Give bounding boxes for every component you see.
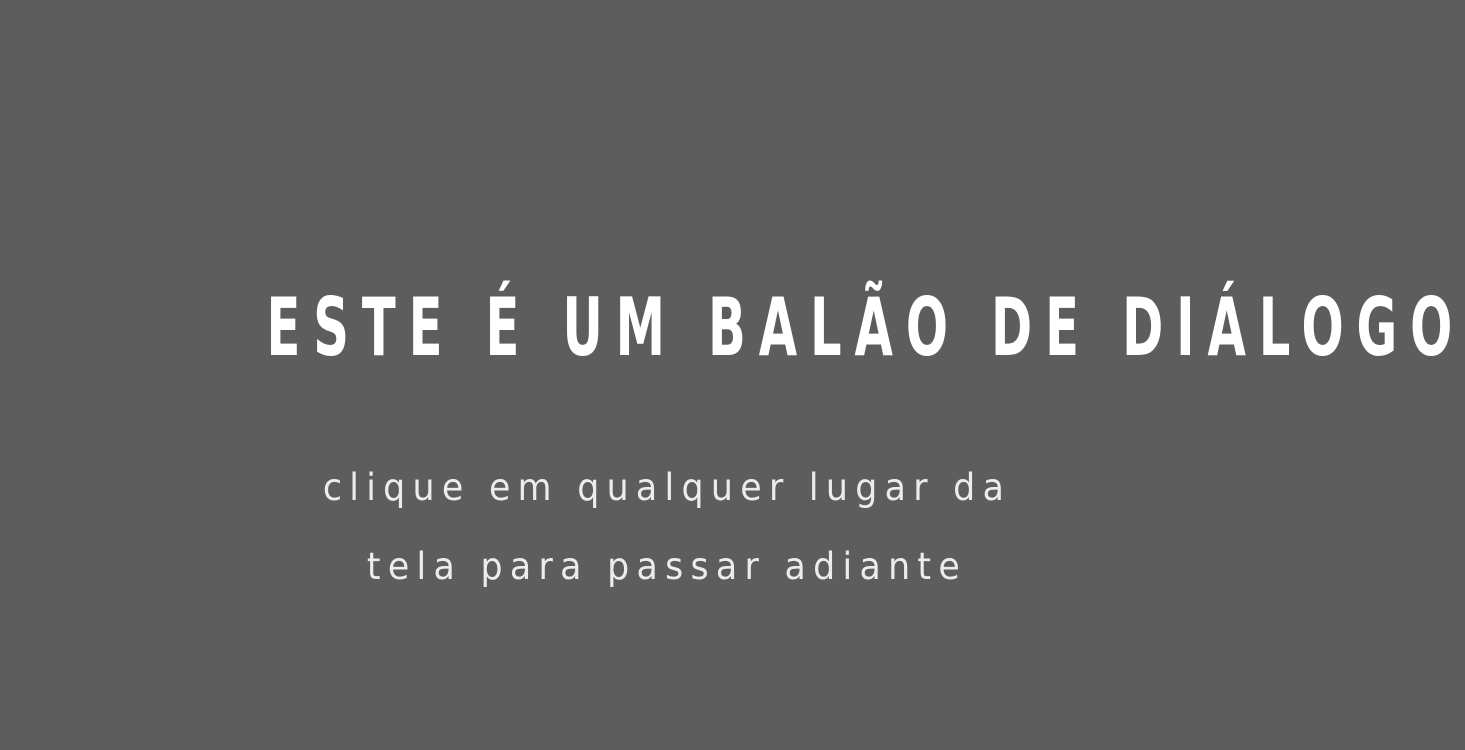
dialog-hint-line-1: clique em qualquer lugar da [322, 466, 1012, 509]
dialog-hint-line-2: tela para passar adiante [366, 545, 968, 588]
dialog-title: ESTE É UM BALÃO DE DIÁLOGO [266, 281, 1465, 374]
